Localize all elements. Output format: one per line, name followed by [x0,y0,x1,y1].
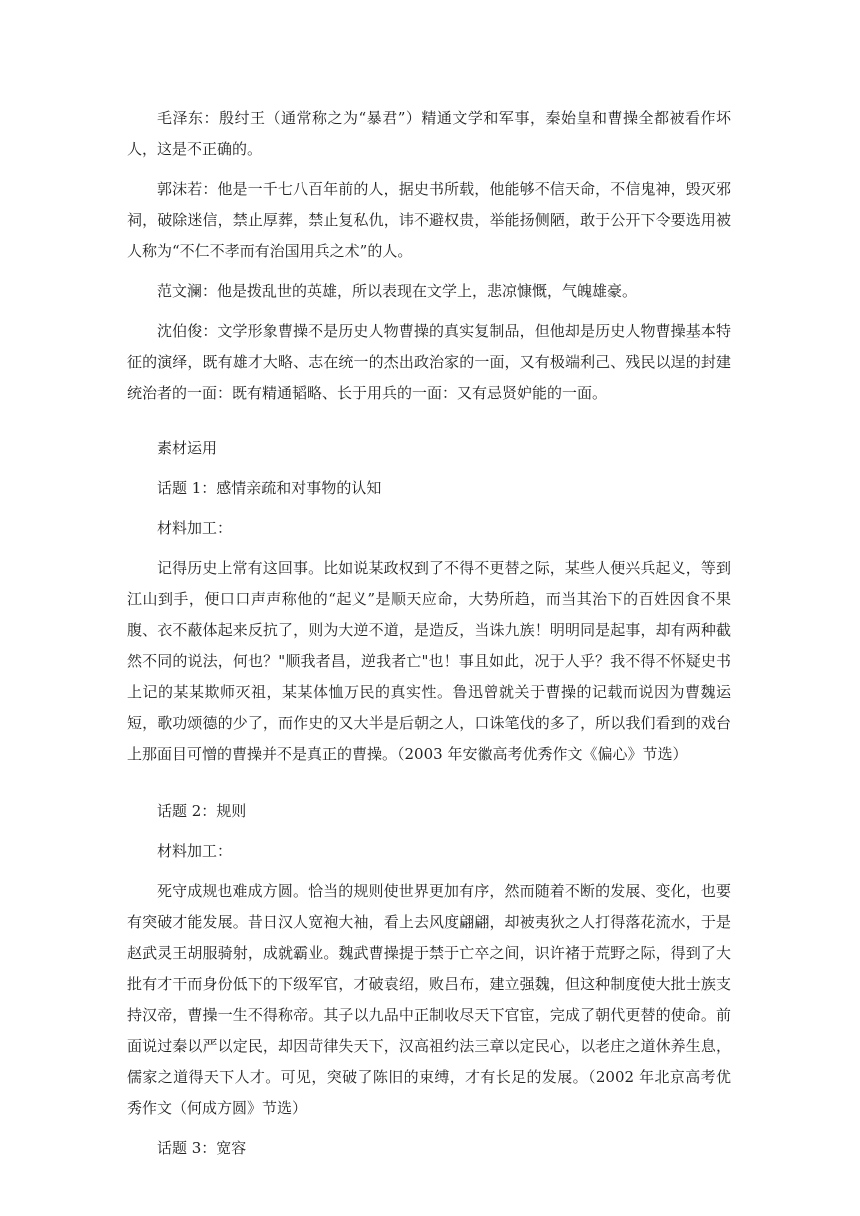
topic-2-heading: 话题 2：规则 [157,802,247,820]
topic-1-body: 记得历史上常有这回事。比如说某政权到了不得不更替之际，某些人便兴兵起义，等到江山到手，便口口声声称他的“起义”是顺天应命，大势所趋，而当其治下的百姓因食不果腹、衣不蔽体起来反抗了，则为大逆不道，是造反，当诛九族！明明同是起事，却有两种截然不同的说法，何也？"顺我者昌，逆我者亡"也！事且如此，况于人乎？我不得不怀疑史书上记的某某欺师灭祖，某某体恤万民的真实性。鲁迅曾就关于曹操的记载而说因为曹魏运短，歌功颂德的少了，而作史的又大半是后朝之人，口诛笔伐的多了，所以我们看到的戏台上那面目可憎的曹操并不是真正的曹操。（2003 年安徽高考优秀作文《偏心》节选） [127,559,731,763]
topic-1-label: 材料加工： [157,519,233,537]
topic-3-heading: 话题 3：宽容 [157,1139,247,1157]
topic-1-heading: 话题 1：感情亲疏和对事物的认知 [157,479,382,497]
section-title: 素材运用 [157,439,218,457]
quote-fan-wenlan: 范文澜：他是拨乱世的英雄，所以表现在文学上，悲凉慷慨，气魄雄豪。 [157,282,638,300]
spacer [127,409,731,433]
quote-mao-zedong: 毛泽东：殷纣王（通常称之为“暴君”）精通文学和军事，秦始皇和曹操全都被看作坏人，这是不正确的。 [127,109,731,158]
topic-2-label: 材料加工： [157,842,233,860]
quote-guo-moruo: 郭沫若：他是一千七八百年前的人，据史书所载，他能够不信天命，不信鬼神，毁灭邪祠，破除迷信，禁止厚葬，禁止复私仇，讳不避权贵，举能扬侧陋，敢于公开下令要选用被人称为“不仁不孝而有治国用兵之术”的人。 [127,180,731,260]
quote-shen-bojun: 沈伯俊：文学形象曹操不是历史人物曹操的真实复制品，但他却是历史人物曹操基本特征的演绎，既有雄才大略、志在统一的杰出政治家的一面，又有极端利己、残民以逞的封建统治者的一面：既有精通韬略、长于用兵的一面：又有忌贤妒能的一面。 [127,322,731,402]
spacer [127,770,731,796]
topic-2-body: 死守成规也难成方圆。恰当的规则使世界更加有序，然而随着不断的发展、变化，也要有突破才能发展。昔日汉人宽袍大袖，看上去风度翩翩，却被夷狄之人打得落花流水，于是赵武灵王胡服骑射，成就霸业。魏武曹操提于禁于亡卒之间，识许褚于荒野之际，得到了大批有才干而身份低下的下级军官，才破袁绍，败吕布，建立强魏，但这种制度使大批士族支持汉帝，曹操一生不得称帝。其子以九品中正制收尽天下官宦，完成了朝代更替的使命。前面说过秦以严以定民，却因苛律失天下，汉高祖约法三章以定民心，以老庄之道休养生息，儒家之道得天下人才。可见，突破了陈旧的束缚，才有长足的发展。（2002 年北京高考优秀作文（何成方圆》节选） [127,882,731,1117]
document-body [127,103,731,1164]
